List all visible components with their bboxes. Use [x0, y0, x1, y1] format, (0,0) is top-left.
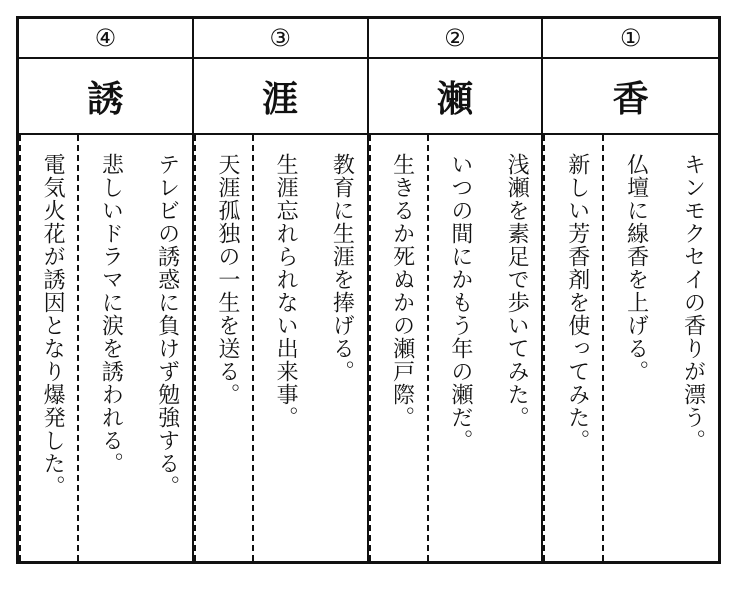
- example-sentence: [77, 135, 135, 561]
- sentence-text: 生きるか死ぬかの瀬戸際。: [389, 153, 415, 429]
- kanji-worksheet-table: [16, 16, 721, 564]
- column-sentences-4: [19, 135, 194, 561]
- sentence-text: 悲しいドラマに涙を誘われる。: [98, 153, 124, 475]
- column-kanji-3: 涯: [194, 59, 369, 135]
- column-number-2: ②: [369, 19, 544, 59]
- sentence-text: テレビの誘惑に負けず勉強する。: [154, 153, 180, 498]
- example-sentence: [602, 135, 661, 561]
- sentence-text: 仏壇に線香を上げる。: [623, 153, 649, 383]
- sentence-text: 天涯孤独の一生を送る。: [214, 153, 240, 406]
- sentence-text: キンモクセイの香りが漂う。: [680, 153, 706, 452]
- example-sentence: [194, 135, 252, 561]
- column-sentences-2: [369, 135, 544, 561]
- example-sentence: [19, 135, 77, 561]
- example-sentence: [369, 135, 427, 561]
- sentence-text: 生涯忘れられない出来事。: [273, 153, 299, 429]
- example-sentence: [485, 135, 541, 561]
- column-sentences-1: [543, 135, 718, 561]
- column-number-4: ④: [19, 19, 194, 59]
- sentence-text: 電気火花が誘因となり爆発した。: [40, 153, 66, 498]
- sentence-text: 浅瀬を素足で歩いてみた。: [504, 153, 530, 429]
- example-sentence: [427, 135, 485, 561]
- column-kanji-4: 誘: [19, 59, 194, 135]
- example-sentence: [661, 135, 718, 561]
- example-sentence: [543, 135, 602, 561]
- sentence-text: いつの間にかもう年の瀬だ。: [447, 153, 473, 452]
- column-kanji-2: 瀬: [369, 59, 544, 135]
- sentence-text: 教育に生涯を捧げる。: [329, 153, 355, 383]
- column-number-1: ①: [543, 19, 718, 59]
- column-kanji-1: 香: [543, 59, 718, 135]
- example-sentence: [252, 135, 310, 561]
- example-sentence: [136, 135, 192, 561]
- sentence-text: 新しい芳香剤を使ってみた。: [564, 153, 590, 452]
- example-sentence: [310, 135, 366, 561]
- column-number-3: ③: [194, 19, 369, 59]
- column-sentences-3: [194, 135, 369, 561]
